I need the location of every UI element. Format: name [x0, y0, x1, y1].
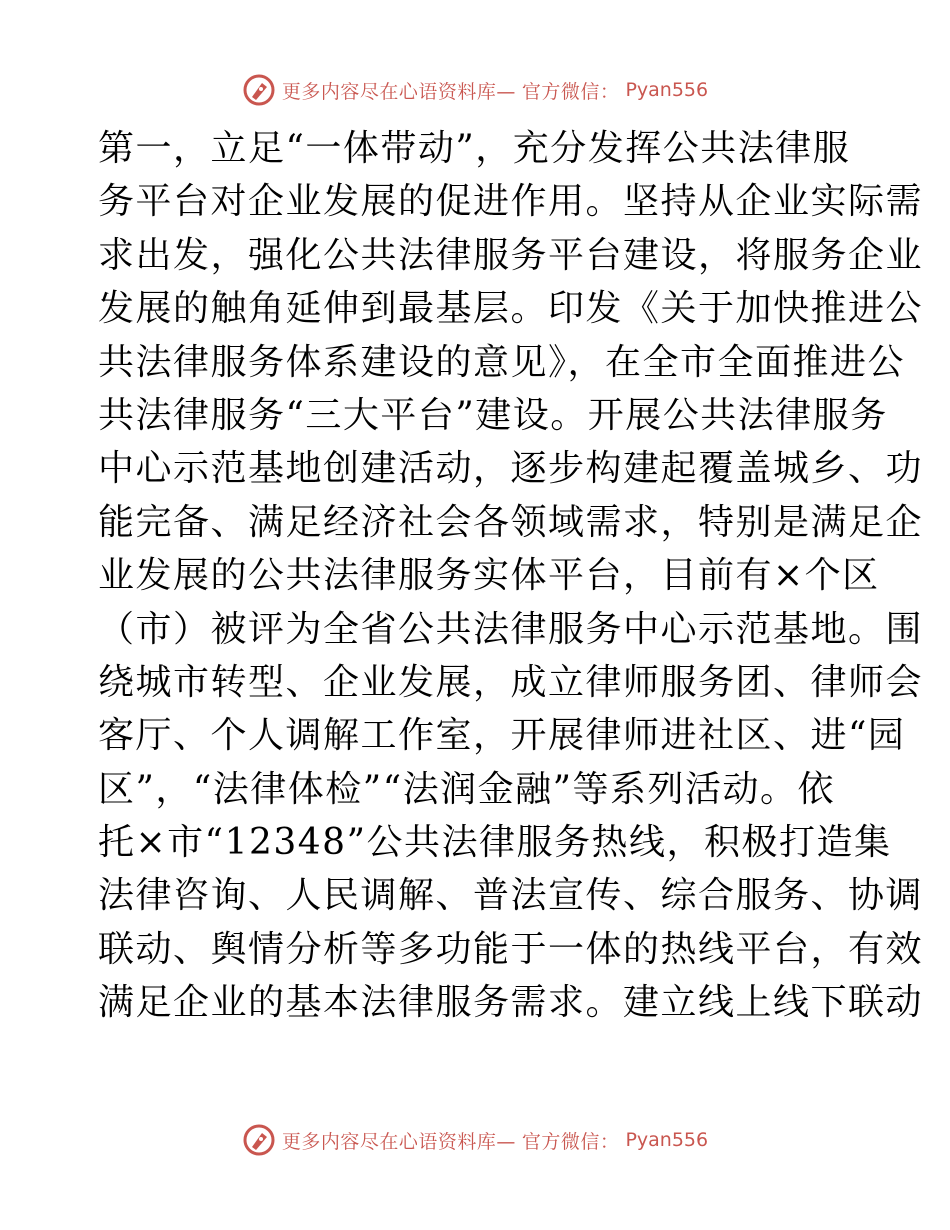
watermark-handle: Pyan556	[625, 1129, 709, 1151]
text-line: 法律咨询、人民调解、普法宣传、综合服务、协调	[98, 875, 924, 917]
watermark-text: 更多内容尽在心语资料库—	[281, 1130, 516, 1153]
text-line: 联动、舆情分析等多功能于一体的热线平台，有效	[98, 928, 924, 970]
text-line: 第一，立足“一体带动”，充分发挥公共法律服	[98, 128, 851, 169]
text-line: 客厅、个人调解工作室，开展律师进社区、进“园	[98, 715, 906, 757]
text-line: 托×市“12348”公共法律服务热线，积极打造集	[98, 822, 892, 864]
text-line: 共法律服务“三大平台”建设。开展公共法律服务	[98, 394, 888, 436]
watermark-handle: Pyan556	[625, 79, 709, 101]
text-line: 共法律服务体系建设的意见》，在全市全面推进公	[98, 341, 906, 383]
text-line: 能完备、满足经济社会各领域需求，特别是满足企	[98, 501, 924, 543]
document-body	[98, 122, 924, 1030]
pen-nib-logo-icon	[242, 73, 276, 107]
text-line: 区”，“法律体检”“法润金融”等系列活动。依	[98, 768, 836, 810]
text-line: 发展的触角延伸到最基层。印发《关于加快推进公	[98, 288, 924, 330]
watermark-suffix: 官方微信：	[521, 1130, 620, 1153]
text-line: 求出发，强化公共法律服务平台建设，将服务企业	[98, 234, 924, 276]
pen-nib-logo-icon	[242, 1123, 276, 1157]
watermark-text: 更多内容尽在心语资料库—	[281, 80, 516, 103]
text-line: 满足企业的基本法律服务需求。建立线上线下联动	[98, 982, 924, 1024]
watermark-suffix: 官方微信：	[521, 80, 620, 103]
header-watermark	[0, 70, 950, 110]
text-line: 务平台对企业发展的促进作用。坚持从企业实际需	[98, 181, 924, 223]
footer-watermark	[0, 1120, 950, 1160]
text-line: （市）被评为全省公共法律服务中心示范基地。围	[98, 608, 924, 650]
text-line: 中心示范基地创建活动，逐步构建起覆盖城乡、功	[98, 448, 924, 490]
text-line: 业发展的公共法律服务实体平台，目前有×个区	[98, 555, 880, 597]
text-line: 绕城市转型、企业发展，成立律师服务团、律师会	[98, 661, 924, 703]
